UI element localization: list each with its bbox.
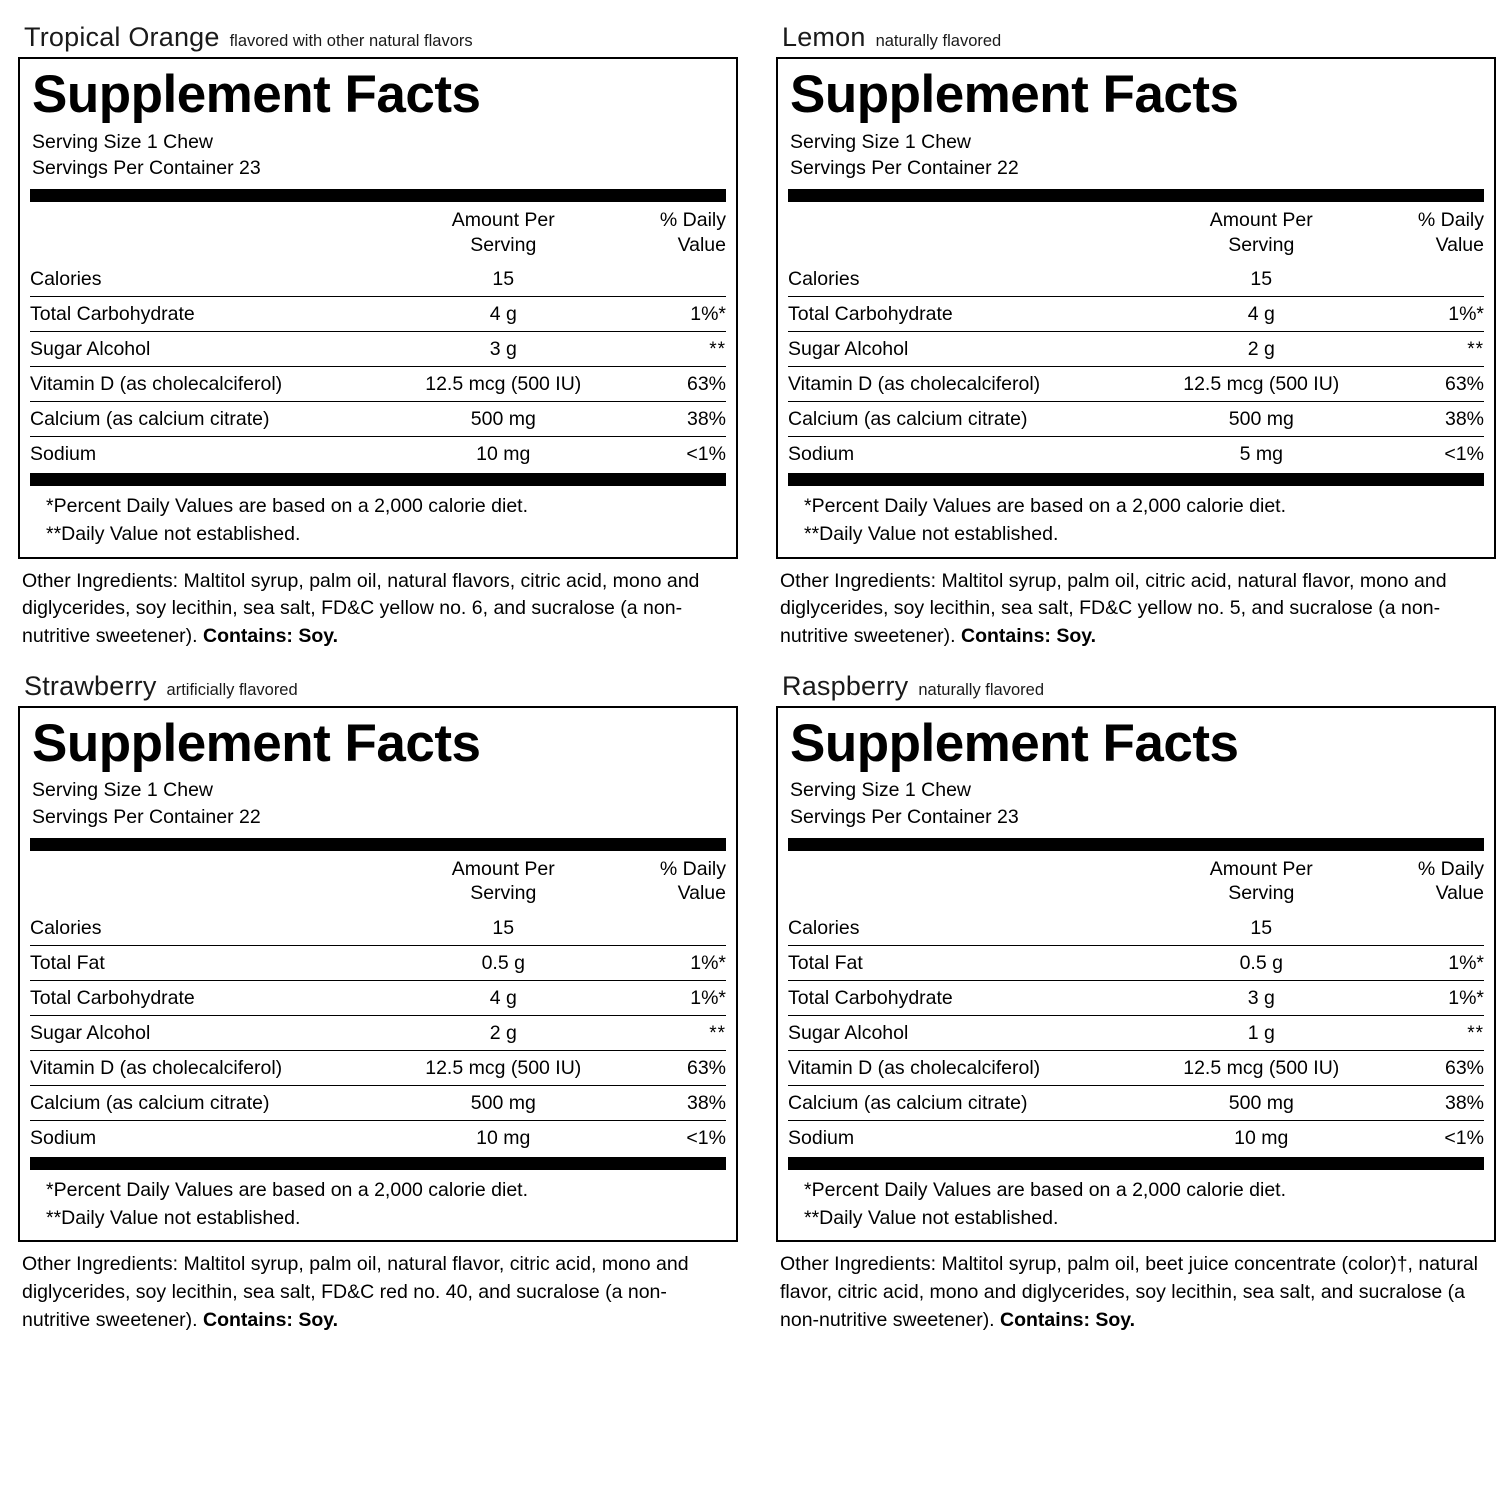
other-ingredients <box>18 1242 738 1334</box>
nutrient-name: Sugar Alcohol <box>788 1015 1157 1050</box>
nutrient-amount: 4 g <box>1157 297 1366 332</box>
nutrient-amount: 10 mg <box>399 437 608 472</box>
facts-box <box>18 57 738 559</box>
header-dv-line1: % Daily <box>659 209 726 232</box>
nutrient-amount: 3 g <box>1157 980 1366 1015</box>
nutrient-daily-value: 63% <box>1366 1050 1484 1085</box>
other-ingredients <box>776 1242 1496 1334</box>
table-header-row <box>788 851 1484 911</box>
nutrient-name: Vitamin D (as cholecalciferol) <box>788 367 1157 402</box>
nutrient-amount: 500 mg <box>399 402 608 437</box>
table-row <box>30 297 726 332</box>
heavy-rule-bottom <box>788 473 1484 486</box>
flavor-heading <box>18 22 738 53</box>
serving-size: Serving Size 1 Chew <box>32 130 214 153</box>
nutrient-amount: 500 mg <box>1157 402 1366 437</box>
servings-per-container: Servings Per Container 22 <box>32 805 261 828</box>
header-dv-line2: Value <box>1435 233 1484 256</box>
nutrient-amount: 2 g <box>399 1015 608 1050</box>
nutrient-daily-value: ** <box>1366 332 1484 367</box>
facts-box <box>18 706 738 1243</box>
header-blank <box>30 202 399 262</box>
nutrient-amount: 4 g <box>399 297 608 332</box>
header-daily-value <box>1366 202 1484 262</box>
nutrient-name: Calcium (as calcium citrate) <box>30 402 399 437</box>
flavor-name: Raspberry <box>782 670 909 701</box>
header-amount-line2: Serving <box>470 233 537 256</box>
flavor-note: naturally flavored <box>875 32 1002 50</box>
footnotes <box>30 486 726 549</box>
nutrient-daily-value: 1%* <box>1366 980 1484 1015</box>
heavy-rule <box>788 838 1484 851</box>
nutrient-name: Sugar Alcohol <box>788 332 1157 367</box>
nutrient-amount: 1 g <box>1157 1015 1366 1050</box>
nutrient-daily-value: 1%* <box>1366 297 1484 332</box>
table-row <box>788 945 1484 980</box>
nutrient-name: Total Fat <box>788 945 1157 980</box>
serving-size: Serving Size 1 Chew <box>790 130 972 153</box>
flavor-name: Lemon <box>782 22 866 52</box>
table-row <box>788 1120 1484 1155</box>
nutrient-daily-value <box>608 262 726 297</box>
table-header-row <box>30 202 726 262</box>
footnote-percent-dv: *Percent Daily Values are based on a 2,000 calorie diet. <box>804 495 1287 518</box>
other-ingredients-text: Maltitol syrup, palm oil, citric acid, natural flavor, mono and diglycerides, soy lecithin, sea salt, FD&C yellow no. 5, and sucralose (a non-nutritive sweetener). <box>780 569 1447 647</box>
table-row <box>788 911 1484 946</box>
allergen-contains-statement: Contains: Soy. <box>1000 1308 1136 1331</box>
nutrient-daily-value: 38% <box>1366 402 1484 437</box>
footnote-dv-not-established: **Daily Value not established. <box>804 523 1059 546</box>
nutrient-daily-value: 1%* <box>1366 945 1484 980</box>
header-daily-value <box>608 851 726 911</box>
heavy-rule-bottom <box>788 1157 1484 1170</box>
supplement-panel <box>18 22 738 651</box>
supplement-panel <box>776 22 1496 651</box>
nutrient-name: Sugar Alcohol <box>30 1015 399 1050</box>
nutrient-daily-value: 38% <box>1366 1085 1484 1120</box>
nutrition-table <box>30 851 726 1155</box>
nutrient-amount: 15 <box>1250 268 1273 291</box>
table-row <box>788 1050 1484 1085</box>
nutrient-amount: 15 <box>492 916 515 939</box>
nutrient-name: Total Carbohydrate <box>30 297 399 332</box>
serving-size: Serving Size 1 Chew <box>790 779 972 802</box>
nutrient-name: Calcium (as calcium citrate) <box>788 402 1157 437</box>
nutrient-name: Vitamin D (as cholecalciferol) <box>30 1050 399 1085</box>
table-row <box>30 1120 726 1155</box>
panel-grid <box>18 22 1484 1334</box>
table-row <box>788 980 1484 1015</box>
nutrient-daily-value: ** <box>608 1015 726 1050</box>
allergen-contains-statement: Contains: Soy. <box>961 624 1097 647</box>
nutrient-daily-value: ** <box>1366 1015 1484 1050</box>
header-amount-line1: Amount Per <box>1209 857 1313 880</box>
nutrient-daily-value: <1% <box>608 1120 726 1155</box>
header-dv-line1: % Daily <box>659 857 726 880</box>
flavor-heading <box>776 671 1496 702</box>
header-amount-per-serving <box>399 202 608 262</box>
table-header-row <box>788 202 1484 262</box>
flavor-heading <box>776 22 1496 53</box>
nutrient-daily-value: 63% <box>608 367 726 402</box>
serving-size: Serving Size 1 Chew <box>32 779 214 802</box>
nutrient-daily-value: 38% <box>608 1085 726 1120</box>
nutrient-amount: 500 mg <box>399 1085 608 1120</box>
nutrient-amount: 12.5 mcg (500 IU) <box>1157 367 1366 402</box>
nutrient-name: Calories <box>788 268 860 291</box>
facts-title: Supplement Facts <box>790 65 1239 124</box>
facts-title: Supplement Facts <box>32 65 481 124</box>
nutrient-name: Sodium <box>30 1120 399 1155</box>
nutrient-name: Calcium (as calcium citrate) <box>788 1085 1157 1120</box>
facts-box <box>776 706 1496 1243</box>
footnotes <box>30 1170 726 1233</box>
header-amount-line1: Amount Per <box>1209 209 1313 232</box>
flavor-note: naturally flavored <box>918 680 1045 699</box>
header-blank <box>30 851 399 911</box>
nutrient-daily-value: ** <box>608 332 726 367</box>
nutrient-daily-value: 63% <box>608 1050 726 1085</box>
nutrient-name: Vitamin D (as cholecalciferol) <box>788 1050 1157 1085</box>
nutrient-amount: 5 mg <box>1157 437 1366 472</box>
header-amount-line2: Serving <box>1228 233 1295 256</box>
servings-per-container: Servings Per Container 23 <box>32 156 261 179</box>
header-daily-value <box>608 202 726 262</box>
table-row <box>788 262 1484 297</box>
nutrition-table <box>788 851 1484 1155</box>
other-ingredients-label: Other Ingredients: <box>22 1253 179 1276</box>
table-row <box>30 1050 726 1085</box>
table-row <box>788 332 1484 367</box>
table-row <box>788 367 1484 402</box>
table-row <box>788 1085 1484 1120</box>
allergen-contains-statement: Contains: Soy. <box>203 624 339 647</box>
flavor-note: flavored with other natural flavors <box>229 32 473 50</box>
footnote-dv-not-established: **Daily Value not established. <box>46 1206 301 1229</box>
header-dv-line1: % Daily <box>1417 857 1484 880</box>
facts-title: Supplement Facts <box>32 713 481 773</box>
header-blank <box>788 851 1157 911</box>
header-dv-line1: % Daily <box>1417 209 1484 232</box>
header-daily-value <box>1366 851 1484 911</box>
nutrient-daily-value <box>1366 911 1484 946</box>
other-ingredients-text: Maltitol syrup, palm oil, natural flavor, citric acid, mono and diglycerides, soy lecithin, sea salt, FD&C red no. 40, and sucralose (a non-nutritive sweetener). <box>22 1253 689 1331</box>
heavy-rule-bottom <box>30 473 726 486</box>
supplement-panel <box>776 671 1496 1335</box>
nutrient-daily-value: <1% <box>608 437 726 472</box>
footnote-percent-dv: *Percent Daily Values are based on a 2,000 calorie diet. <box>46 495 529 518</box>
table-row <box>788 402 1484 437</box>
header-dv-line2: Value <box>677 882 726 905</box>
nutrient-amount: 15 <box>1250 916 1273 939</box>
header-amount-line1: Amount Per <box>451 209 555 232</box>
heavy-rule <box>30 189 726 202</box>
nutrient-daily-value: 1%* <box>608 945 726 980</box>
nutrient-amount: 12.5 mcg (500 IU) <box>399 367 608 402</box>
other-ingredients-text: Maltitol syrup, palm oil, beet juice concentrate (color)†, natural flavor, citric acid, mono and diglycerides, soy lecithin, sea salt, and sucralose (a non-nutritive sweetener). <box>780 1253 1479 1331</box>
footnote-dv-not-established: **Daily Value not established. <box>804 1206 1059 1229</box>
nutrient-amount: 15 <box>492 268 515 291</box>
other-ingredients-text: Maltitol syrup, palm oil, natural flavors, citric acid, mono and diglycerides, soy lecithin, sea salt, FD&C yellow no. 6, and sucralose (a non-nutritive sweetener). <box>22 569 700 647</box>
nutrient-daily-value <box>608 911 726 946</box>
nutrient-amount: 2 g <box>1157 332 1366 367</box>
nutrient-daily-value: 63% <box>1366 367 1484 402</box>
nutrient-name: Calories <box>30 268 102 291</box>
header-amount-per-serving <box>1157 851 1366 911</box>
footnotes <box>788 1170 1484 1233</box>
nutrient-amount: 0.5 g <box>1157 945 1366 980</box>
table-row <box>30 402 726 437</box>
nutrient-amount: 3 g <box>399 332 608 367</box>
table-row <box>30 367 726 402</box>
table-row <box>30 1015 726 1050</box>
header-amount-per-serving <box>1157 202 1366 262</box>
header-amount-line2: Serving <box>1228 882 1295 905</box>
table-row <box>30 437 726 472</box>
supplement-panel <box>18 671 738 1335</box>
nutrition-table <box>788 202 1484 471</box>
servings-per-container: Servings Per Container 22 <box>790 156 1019 179</box>
flavor-note: artificially flavored <box>166 680 298 699</box>
nutrient-name: Sodium <box>30 437 399 472</box>
other-ingredients <box>776 559 1496 651</box>
heavy-rule <box>30 838 726 851</box>
nutrient-name: Sodium <box>788 1120 1157 1155</box>
nutrient-amount: 10 mg <box>399 1120 608 1155</box>
nutrient-daily-value: 38% <box>608 402 726 437</box>
nutrient-amount: 12.5 mcg (500 IU) <box>1157 1050 1366 1085</box>
nutrient-name: Sodium <box>788 437 1157 472</box>
flavor-heading <box>18 671 738 702</box>
nutrition-table <box>30 202 726 471</box>
table-header-row <box>30 851 726 911</box>
table-row <box>788 297 1484 332</box>
nutrient-daily-value: 1%* <box>608 980 726 1015</box>
nutrient-name: Total Fat <box>30 945 399 980</box>
nutrient-amount: 0.5 g <box>399 945 608 980</box>
nutrient-name: Vitamin D (as cholecalciferol) <box>30 367 399 402</box>
other-ingredients <box>18 559 738 651</box>
facts-title: Supplement Facts <box>790 713 1239 773</box>
heavy-rule-bottom <box>30 1157 726 1170</box>
table-row <box>30 945 726 980</box>
facts-box <box>776 57 1496 559</box>
allergen-contains-statement: Contains: Soy. <box>203 1308 339 1331</box>
nutrient-daily-value: <1% <box>1366 437 1484 472</box>
nutrient-name: Sugar Alcohol <box>30 332 399 367</box>
table-row <box>30 1085 726 1120</box>
nutrient-daily-value <box>1366 262 1484 297</box>
nutrient-amount: 500 mg <box>1157 1085 1366 1120</box>
nutrient-amount: 4 g <box>399 980 608 1015</box>
table-row <box>30 980 726 1015</box>
header-amount-per-serving <box>399 851 608 911</box>
table-row <box>30 911 726 946</box>
nutrient-amount: 12.5 mcg (500 IU) <box>399 1050 608 1085</box>
flavor-name: Tropical Orange <box>24 22 220 52</box>
table-row <box>788 1015 1484 1050</box>
header-amount-line2: Serving <box>470 882 537 905</box>
footnote-percent-dv: *Percent Daily Values are based on a 2,000 calorie diet. <box>46 1178 529 1201</box>
header-dv-line2: Value <box>677 233 726 256</box>
table-row <box>788 437 1484 472</box>
footnote-dv-not-established: **Daily Value not established. <box>46 523 301 546</box>
nutrient-name: Total Carbohydrate <box>30 980 399 1015</box>
table-row <box>30 332 726 367</box>
nutrient-name: Calories <box>30 916 102 939</box>
nutrient-daily-value: 1%* <box>608 297 726 332</box>
nutrient-name: Calories <box>788 916 860 939</box>
header-blank <box>788 202 1157 262</box>
nutrient-name: Total Carbohydrate <box>788 980 1157 1015</box>
nutrient-name: Total Carbohydrate <box>788 297 1157 332</box>
other-ingredients-label: Other Ingredients: <box>780 1253 937 1276</box>
nutrient-amount: 10 mg <box>1157 1120 1366 1155</box>
nutrient-daily-value: <1% <box>1366 1120 1484 1155</box>
flavor-name: Strawberry <box>24 670 157 701</box>
heavy-rule <box>788 189 1484 202</box>
header-amount-line1: Amount Per <box>451 857 555 880</box>
table-row <box>30 262 726 297</box>
footnote-percent-dv: *Percent Daily Values are based on a 2,000 calorie diet. <box>804 1178 1287 1201</box>
other-ingredients-label: Other Ingredients: <box>22 569 179 592</box>
servings-per-container: Servings Per Container 23 <box>790 805 1019 828</box>
header-dv-line2: Value <box>1435 882 1484 905</box>
other-ingredients-label: Other Ingredients: <box>780 569 937 592</box>
nutrient-name: Calcium (as calcium citrate) <box>30 1085 399 1120</box>
footnotes <box>788 486 1484 549</box>
